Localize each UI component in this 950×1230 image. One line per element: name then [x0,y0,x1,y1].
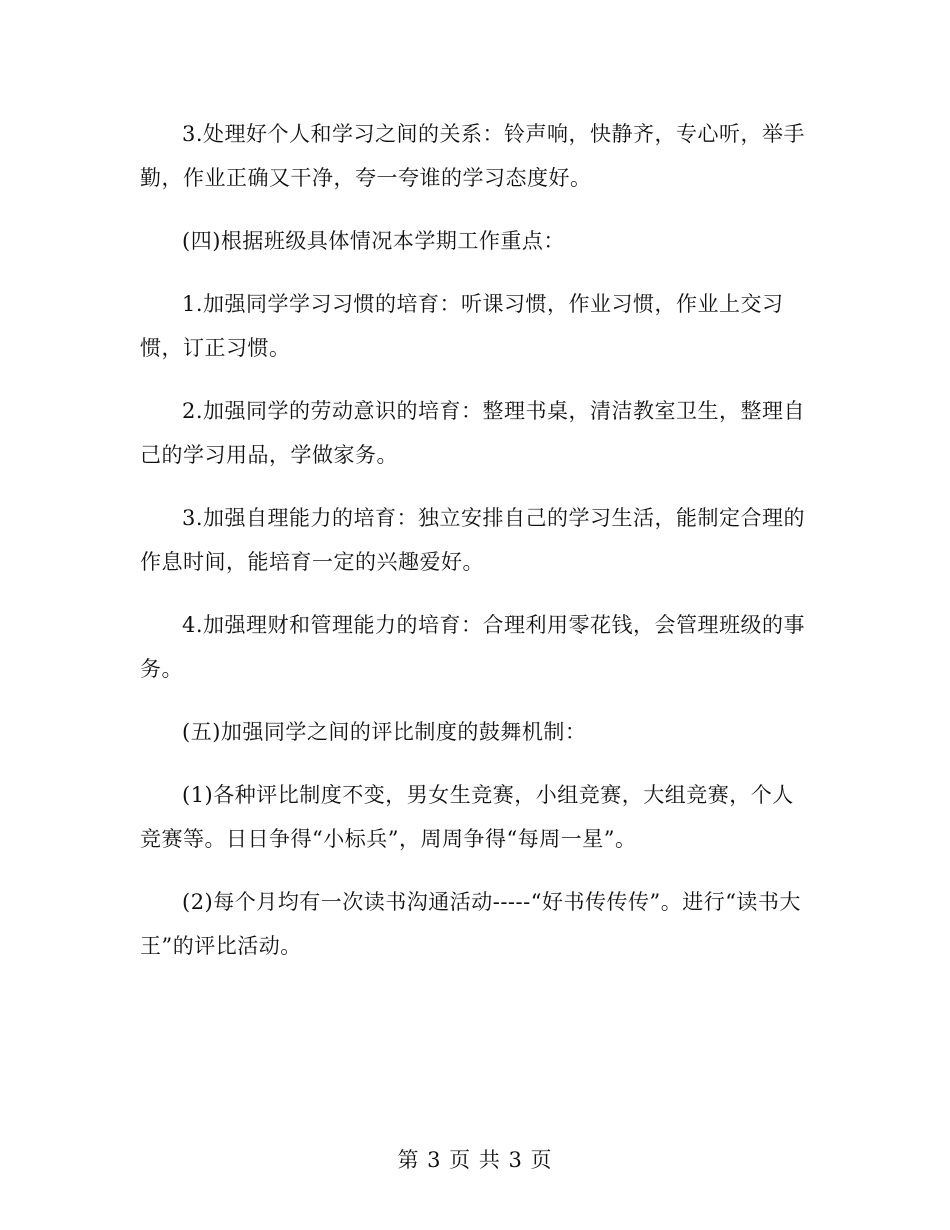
paragraph-reading-activity: (2)每个月均有一次读书沟通活动-----“好书传传传”。进行“读书大王”的评比活动。 [140,890,801,958]
page-footer [0,1144,950,1174]
section-heading-four: (四)根据班级具体情况本学期工作重点： [182,229,565,253]
section-heading-five: (五)加强同学之间的评比制度的鼓舞机制： [182,720,587,744]
paragraph-labor-awareness: 2.加强同学的劳动意识的培育：整理书桌，清洁教室卫生，整理自己的学习用品，学做家务。 [140,399,806,467]
paragraph-competitions: (1)各种评比制度不变，男女生竞赛，小组竞赛，大组竞赛，个人竞赛等。日日争得“小标兵”，周周争得“每周一星”。 [140,783,794,851]
paragraph-finance-management: 4.加强理财和管理能力的培育：合理利用零花钱，会管理班级的事务。 [140,613,806,681]
document-body [140,112,810,987]
page-number: 第 3 页 共 3 页 [397,1148,553,1172]
paragraph-self-care: 3.加强自理能力的培育：独立安排自己的学习生活，能制定合理的作息时间，能培育一定的兴趣爱好。 [140,506,806,574]
paragraph-study-habits: 1.加强同学学习习惯的培育：听课习惯，作业习惯，作业上交习惯，订正习惯。 [140,292,784,360]
paragraph-discipline: 3.处理好个人和学习之间的关系：铃声响，快静齐，专心听，举手勤，作业正确又干净，夸一夸谁的学习态度好。 [140,122,806,190]
